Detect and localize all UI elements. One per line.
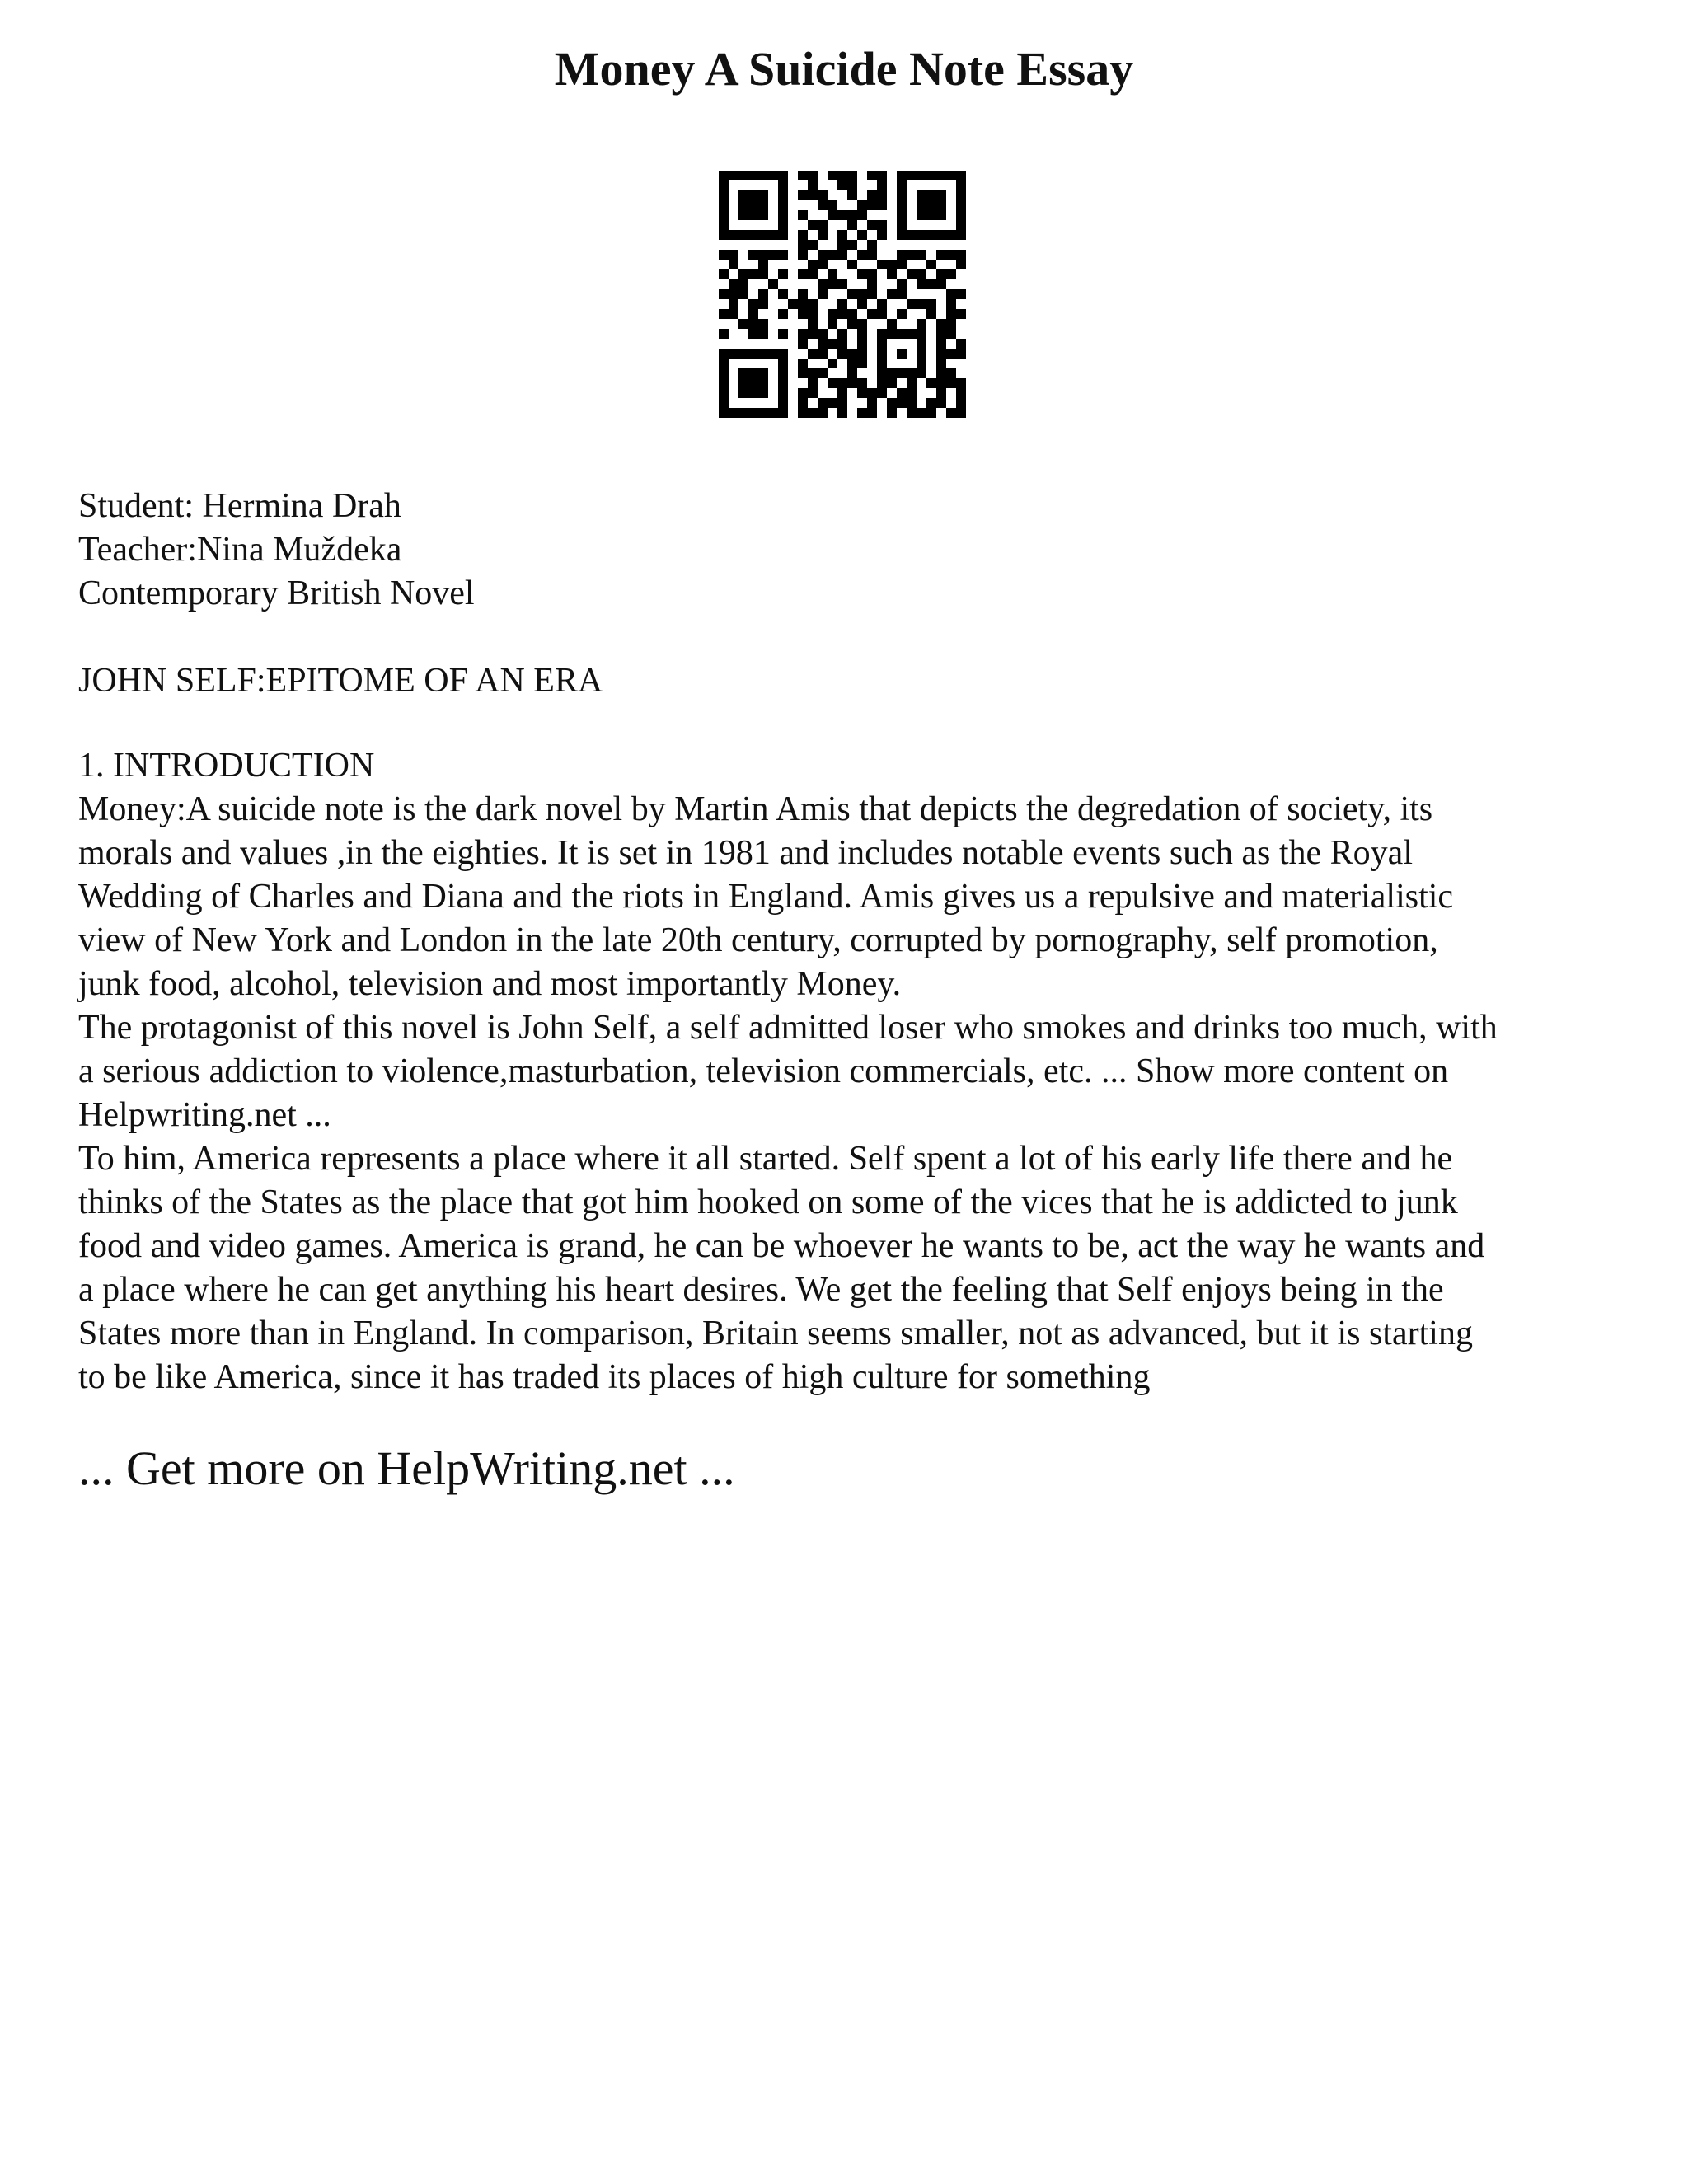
paragraph-line: To him, America represents a place where it all started. Self spent a lot of his early life there and he <box>78 1140 1453 1178</box>
paragraph-line: a place where he can get anything his heart desires. We get the feeling that Self enjoys being in the <box>78 1271 1444 1309</box>
paragraph-line: morals and values ,in the eighties. It is set in 1981 and includes notable events such as the Royal <box>78 834 1413 872</box>
paragraph-line: Wedding of Charles and Diana and the riots in England. Amis gives us a repulsive and materialistic <box>78 878 1454 916</box>
paragraph-line: food and video games. America is grand, he can be whoever he wants to be, act the way he wants and <box>78 1227 1485 1265</box>
paragraph-line: The protagonist of this novel is John Self, a self admitted loser who smokes and drinks too much, with <box>78 1009 1498 1047</box>
qr-code-icon[interactable] <box>719 171 966 418</box>
paragraph-line: Money:A suicide note is the dark novel by Martin Amis that depicts the degredation of society, its <box>78 790 1433 828</box>
paragraph-1 <box>78 788 1628 1006</box>
paragraph-2 <box>78 1006 1628 1137</box>
paragraph-line: view of New York and London in the late 20th century, corrupted by pornography, self promotion, <box>78 921 1438 959</box>
paragraph-line: junk food, alcohol, television and most importantly Money. <box>78 965 902 1003</box>
paragraph-line: Helpwriting.net ... <box>78 1096 331 1134</box>
course-name: Contemporary British Novel <box>78 574 475 612</box>
student-name: Student: Hermina Drah <box>78 487 401 525</box>
section-heading: 1. INTRODUCTION <box>78 747 375 785</box>
paragraph-line: thinks of the States as the place that got him hooked on some of the vices that he is addicted to junk <box>78 1183 1458 1221</box>
teacher-name: Teacher:Nina Muždeka <box>78 531 402 569</box>
paragraph-line: a serious addiction to violence,masturbation, television commercials, etc. ... Show more content on <box>78 1052 1449 1090</box>
essay-title: JOHN SELF:EPITOME OF AN ERA <box>78 662 603 700</box>
paragraph-line: States more than in England. In comparison, Britain seems smaller, not as advanced, but it is starting <box>78 1315 1473 1352</box>
document-title: Money A Suicide Note Essay <box>554 42 1134 96</box>
paragraph-3 <box>78 1137 1628 1399</box>
author-info <box>78 485 1628 616</box>
get-more-link[interactable]: ... Get more on HelpWriting.net ... <box>78 1441 735 1495</box>
paragraph-line: to be like America, since it has traded its places of high culture for something <box>78 1358 1151 1396</box>
